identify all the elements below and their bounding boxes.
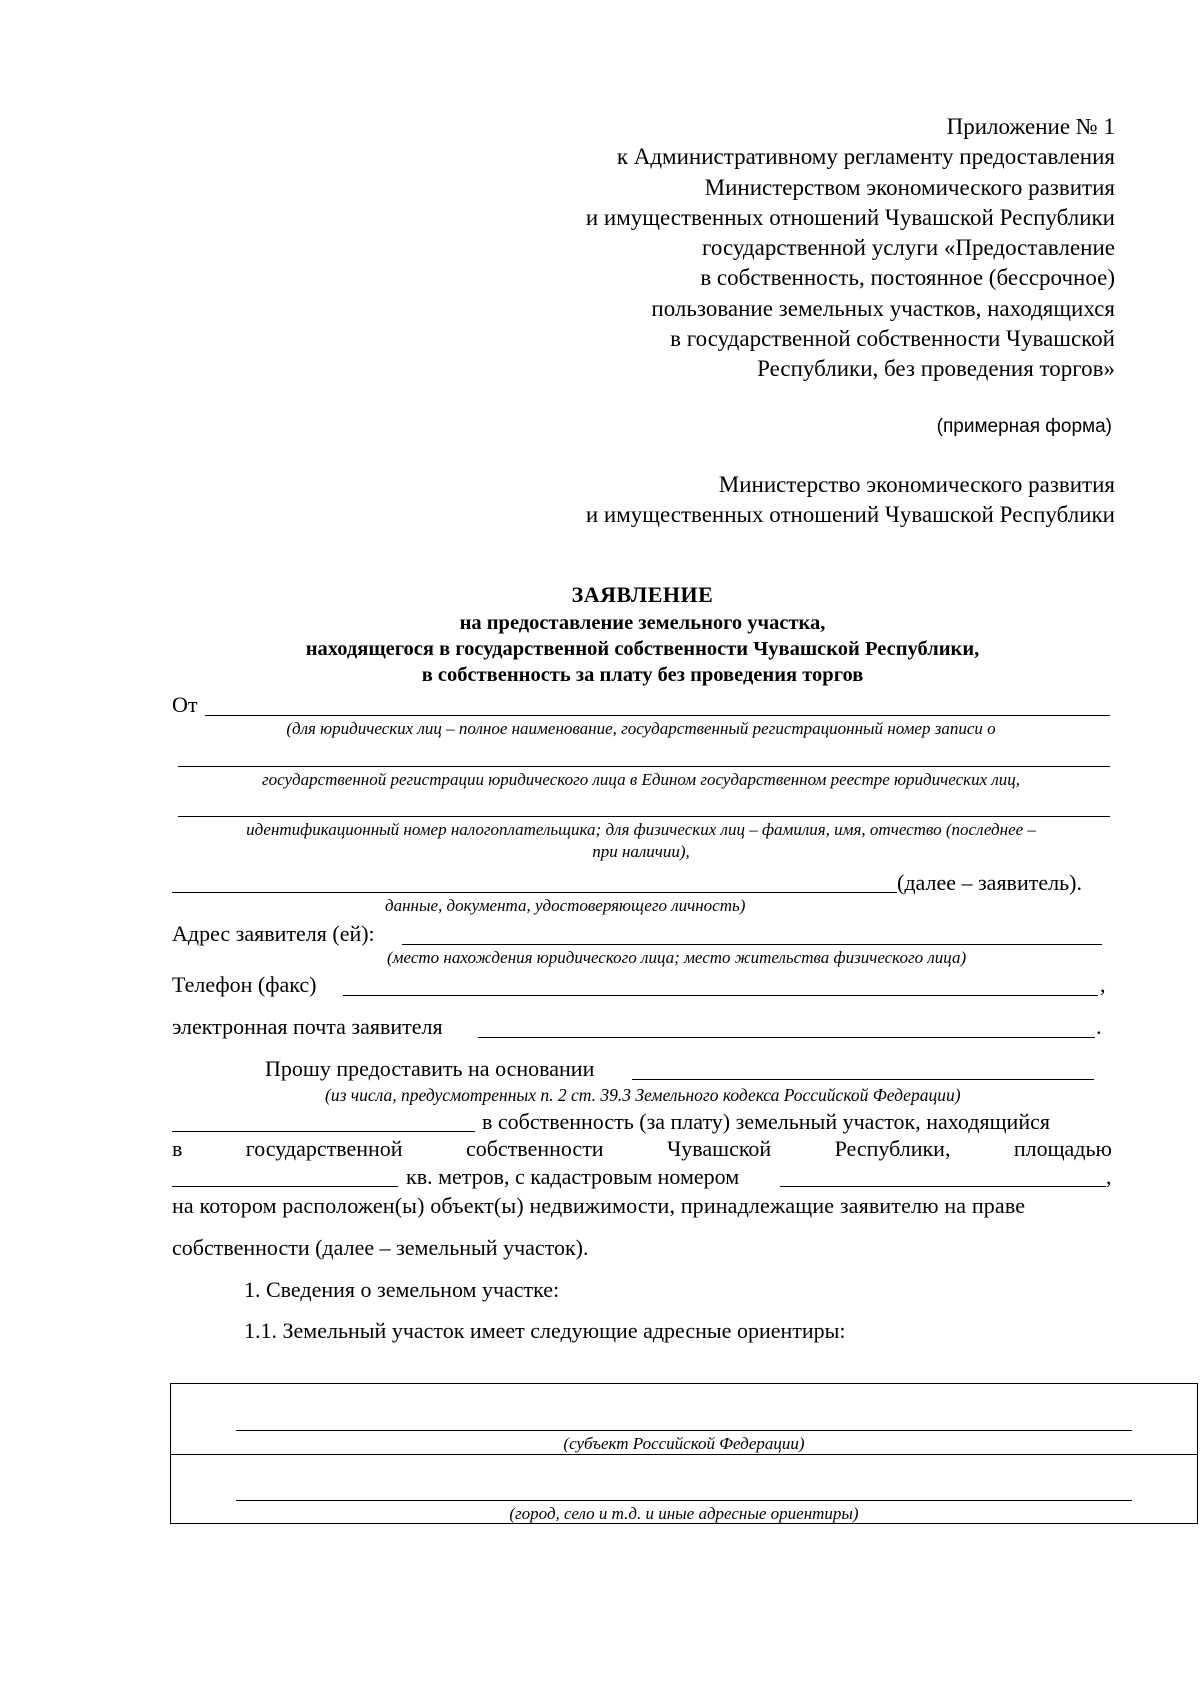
document-subtitle: на предоставление земельного участка, xyxy=(459,612,826,634)
from-hint: идентификационный номер налогоплательщика; для физических лиц – фамилия, имя, отчество (последнее – xyxy=(246,820,1036,839)
cadastral-comma: , xyxy=(1106,1164,1112,1189)
header-line: Приложение № 1 xyxy=(946,114,1115,139)
from-hint: (для юридических лиц – полное наименование, государственный регистрационный номер записи о xyxy=(286,719,996,738)
email-field[interactable] xyxy=(478,1037,1095,1038)
address-hint: (место нахождения юридического лица; место жительства физического лица) xyxy=(387,948,967,967)
header-line: в государственной собственности Чувашской xyxy=(670,326,1115,352)
area-label: кв. метров, с кадастровым номером xyxy=(406,1164,740,1189)
request-word: площадью xyxy=(1013,1136,1112,1161)
request-hint: (из числа, предусмотренных п. 2 ст. 39.3 Земельного кодекса Российской Федерации) xyxy=(325,1085,961,1105)
address-table xyxy=(170,1383,1198,1524)
appendix-header xyxy=(586,112,1115,385)
request-word: государственной xyxy=(245,1136,403,1161)
locality-field[interactable] xyxy=(236,1500,1132,1501)
document-title: ЗАЯВЛЕНИЕ xyxy=(571,582,714,607)
request-label: Прошу предоставить на основании xyxy=(265,1056,595,1081)
applicant-suffix: (далее – заявитель). xyxy=(897,870,1082,895)
request-right-type-field[interactable] xyxy=(172,1131,475,1132)
locality-hint: (город, село и т.д. и иные адресные ориентиры) xyxy=(509,1504,859,1523)
from-label: От xyxy=(172,692,198,717)
area-field[interactable] xyxy=(172,1186,398,1187)
subject-hint: (субъект Российской Федерации) xyxy=(563,1434,805,1453)
document-subtitle: находящегося в государственной собственности Чувашской Республики, xyxy=(305,638,980,660)
document-subtitle: в собственность за плату без проведения торгов xyxy=(421,664,864,686)
header-line: пользование земельных участков, находящихся xyxy=(651,295,1115,321)
addressee-block xyxy=(586,470,1115,530)
request-word: Чувашской xyxy=(666,1136,772,1161)
from-inn-field[interactable] xyxy=(178,816,1110,817)
header-line: и имущественных отношений Чувашской Республики xyxy=(585,204,1115,230)
phone-comma: , xyxy=(1100,972,1106,997)
request-line-justified xyxy=(172,1136,1112,1162)
addressee-line: и имущественных отношений Чувашской Республики xyxy=(585,502,1115,527)
header-line: Министерством экономического развития xyxy=(704,174,1115,200)
address-field[interactable] xyxy=(402,944,1102,945)
header-line: в собственность, постоянное (бессрочное) xyxy=(700,265,1115,291)
phone-field[interactable] xyxy=(343,995,1098,996)
from-id-document-field[interactable] xyxy=(172,892,897,893)
request-word: в xyxy=(172,1136,183,1161)
from-hint: при наличии), xyxy=(592,842,690,861)
request-word: собственности xyxy=(465,1136,604,1161)
from-hint: государственной регистрации юридического лица в Едином государственном реестре юридических лиц, xyxy=(261,770,1021,789)
cadastral-number-field[interactable] xyxy=(780,1186,1106,1187)
header-line: государственной услуги «Предоставление xyxy=(702,235,1115,261)
section-subtitle: 1.1. Земельный участок имеет следующие адресные ориентиры: xyxy=(244,1318,846,1343)
request-line: на котором расположен(ы) объект(ы) недвижимости, принадлежащие заявителю на праве xyxy=(172,1193,1026,1218)
email-label: электронная почта заявителя xyxy=(172,1014,443,1039)
phone-label: Телефон (факс) xyxy=(172,972,317,997)
sample-form-note: (примерная форма) xyxy=(936,416,1112,437)
request-line: собственности (далее – земельный участок). xyxy=(172,1235,589,1260)
from-hint: данные, документа, удостоверяющего личность) xyxy=(385,896,746,915)
email-period: . xyxy=(1096,1014,1102,1039)
section-title: 1. Сведения о земельном участке: xyxy=(244,1277,560,1302)
from-registration-field[interactable] xyxy=(178,766,1110,767)
addressee-line: Министерство экономического развития xyxy=(718,472,1115,497)
request-word: Республики, xyxy=(834,1136,951,1161)
subject-field[interactable] xyxy=(236,1430,1132,1431)
request-basis-field[interactable] xyxy=(632,1079,1094,1080)
table-row xyxy=(171,1454,1197,1524)
header-line: Республики, без проведения торгов» xyxy=(757,356,1115,382)
address-label: Адрес заявителя (ей): xyxy=(172,921,375,946)
from-name-field[interactable] xyxy=(205,715,1110,716)
header-line: к Административному регламенту предоставления xyxy=(616,144,1115,170)
request-line: в собственность (за плату) земельный участок, находящийся xyxy=(482,1109,1050,1134)
table-row xyxy=(171,1384,1197,1455)
